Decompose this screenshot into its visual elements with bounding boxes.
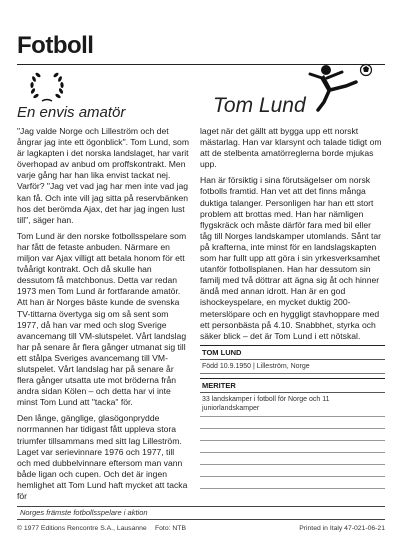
copyright: © 1977 Editions Rencontre S.A., Lausanne xyxy=(17,525,147,532)
photo-credit: Foto: NTB xyxy=(155,525,186,532)
photo-caption: Norges främste fotbollsspelare i aktion xyxy=(20,508,148,517)
footballer-silhouette-icon xyxy=(302,60,376,114)
info-divider xyxy=(200,373,385,374)
meriter-divider xyxy=(200,392,385,393)
article-left-column xyxy=(17,126,190,507)
article-paragraph: Tom Lund är den norske fotbollsspelare som har fått de fetaste anbuden. Närmare en miljon var Ajax villigt att betala honom för ett tvåårigt kontrakt. Och då skulle han dessutom få matchbonus. Detta var redan 1973 men Tom Lund är fortfarande amatör. Att han är Norges bäste kunde de svenska TV-tittarna övertyga sig om så sent som 1977, då han var med och slog Sverige avancemang till VM-slutspelet. Vårt landslag har på senare år flera gånger utmanat sig till ett stålpa Sveriges avancemang till VM-slutspelet. Vårt landslag har på senare år flera gånger utsatta ute mot bröderna från andra sidan Kölen – och detta har vi inte minst Tom Lund att "tacka" för. xyxy=(17,230,187,408)
sport-title: Fotboll xyxy=(17,32,94,59)
player-name: Tom Lund xyxy=(213,94,306,117)
blank-rule xyxy=(200,416,385,417)
caption-divider xyxy=(17,506,385,507)
article-paragraph: laget när det gällt att bygga upp ett norskt mästarlag. Han var klarsynt och talade tidigt om att de stelbenta amatörreglerna borde mjukas upp. xyxy=(200,126,382,170)
print-info: Printed in Italy 47-021-06-21 xyxy=(299,525,385,532)
blank-rule xyxy=(200,488,385,489)
article-paragraph: Den långe, gänglige, glasögonprydde norrmannen har tidigast fått uppleva stora triumfer tillsammans med sitt lag Lilleström. Laget var serievinnare 1976 och 1977, till och med dubbelvinnare eftersom man vann både ligan och cupen. Och det är ingen hemlighet att Tom Lund haft mycket att tacka för xyxy=(17,413,188,501)
caption-divider xyxy=(17,519,385,520)
blank-rule xyxy=(200,428,385,429)
blank-rule xyxy=(200,464,385,465)
blank-rule xyxy=(200,440,385,441)
article-right-column xyxy=(200,126,385,347)
meriter-divider xyxy=(200,378,385,379)
meriter-label: MERITER xyxy=(202,381,236,390)
article-subtitle: En envis amatör xyxy=(17,104,126,121)
info-divider xyxy=(200,345,385,346)
info-birth: Född 10.9.1950 | Lilleström, Norge xyxy=(202,363,310,370)
article-paragraph: Han är försiktig i sina förutsägelser om norsk fotbolls framtid. Han vet att det finns många duktiga talanger. Personligen har han ett stort problem att brottas med. Han har nämligen flygskräck och måste därför fara med bil eller tåg till Norges landskamper utomlands. Sånt tar på krafterna, inte minst för en landslagskapten som har fullt upp att göra i sin yrkesverksamhet utanför fotbollsplanen. Han har dessutom sin familj med två döttrar att ägna sig åt och hinner ändå med annan idrott. Han är en god ishockeyspelare, en mycket duktig 200-meterslöpare och en hyggligt stavhoppare med ett personbästa på 4.10. Snabbhet, styrka och säker blick – det är Tom Lund i ett nötskal. xyxy=(200,175,382,341)
article-paragraph: "Jag valde Norge och Lilleström och det ångrar jag inte ett ögonblick". Tom Lund, som är lagkapten i det norska landslaget, har varit överhopad av anbud om proffskontrakt. Men varje gång har han lika envist tackat nej. Varför? "Jag vet vad jag har men inte vad jag kan få. Och inte vill jag sitta på reservbänken hos det berömda Ajax, det har jag ingen lust till", säger han. xyxy=(17,126,190,225)
blank-rule xyxy=(200,452,385,453)
laurel-wreath-icon xyxy=(26,70,68,106)
blank-rule xyxy=(200,476,385,477)
info-divider xyxy=(200,359,385,360)
info-name-label: TOM LUND xyxy=(202,348,242,357)
meriter-text: 33 landskamper i fotboll för Norge och 11 juniorlandskamper xyxy=(202,396,330,412)
